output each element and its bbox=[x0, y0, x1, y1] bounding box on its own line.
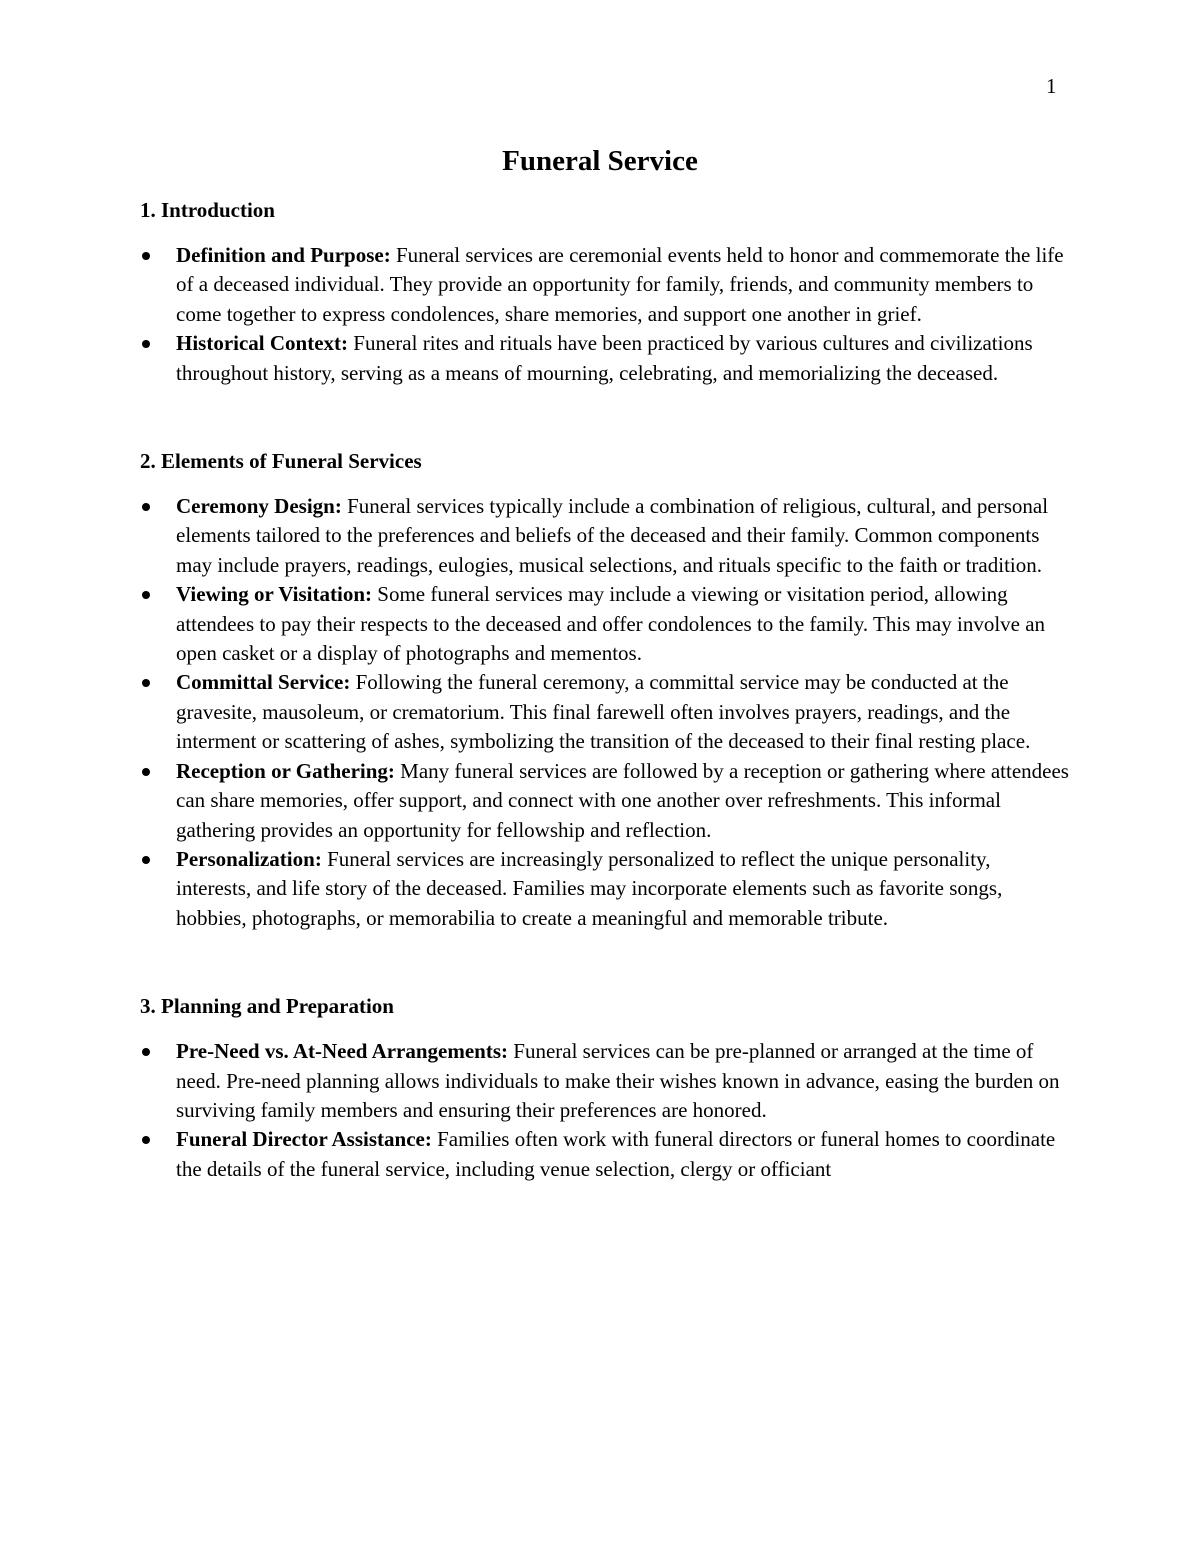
bullet-icon bbox=[142, 340, 150, 348]
section-spacer bbox=[140, 388, 1070, 447]
bullet-icon bbox=[142, 679, 150, 687]
bullet-icon bbox=[142, 856, 150, 864]
bullet-icon bbox=[142, 1048, 150, 1056]
bullet-icon bbox=[142, 1136, 150, 1144]
list-item bbox=[140, 241, 1070, 329]
section-spacer bbox=[140, 933, 1070, 992]
item-text: Families often work with funeral directors or funeral homes to coordinate the details of the funeral service, including venue selection, clergy or officiant bbox=[176, 1127, 1056, 1181]
item-text: Many funeral services are followed by a reception or gathering where attendees can share memories, offer support, and connect with one another over refreshments. This informal gathering provides an opportunity for fellowship and reflection. bbox=[176, 758, 1069, 842]
section-planning bbox=[140, 992, 1070, 1184]
item-term: Historical Context: bbox=[176, 331, 349, 356]
item-term: Committal Service: bbox=[176, 670, 351, 695]
bullet-icon bbox=[142, 252, 150, 260]
list-item bbox=[140, 845, 1070, 933]
item-term: Viewing or Visitation: bbox=[176, 582, 373, 607]
section-elements bbox=[140, 447, 1070, 933]
document-title: Funeral Service bbox=[502, 145, 698, 177]
document-body bbox=[140, 196, 1070, 1184]
bullet-icon bbox=[142, 591, 150, 599]
item-text: Following the funeral ceremony, a committal service may be conducted at the gravesite, mausoleum, or crematorium. This final farewell often involves prayers, readings, and the interment or scattering of ashes, symbolizing the transition of the deceased to their final resting place. bbox=[176, 670, 1031, 754]
list-item bbox=[140, 668, 1070, 756]
item-text: Some funeral services may include a viewing or visitation period, allowing attendees to pay their respects to the deceased and offer condolences to the family. This may involve an open casket or a display of photographs and mementos. bbox=[176, 582, 1046, 666]
item-term: Funeral Director Assistance: bbox=[176, 1127, 432, 1152]
list-item bbox=[140, 1037, 1070, 1125]
item-term: Ceremony Design: bbox=[176, 494, 342, 519]
list-item bbox=[140, 492, 1070, 580]
section-heading: 1. Introduction bbox=[140, 198, 275, 222]
item-term: Pre-Need vs. At-Need Arrangements: bbox=[176, 1039, 509, 1064]
item-text: Funeral services typically include a combination of religious, cultural, and personal elements tailored to the preferences and beliefs of the deceased and their family. Common components may include prayers, readings, eulogies, musical selections, and rituals specific to the faith or tradition. bbox=[176, 494, 1049, 577]
bullet-icon bbox=[142, 503, 150, 511]
item-text: Funeral services are increasingly personalized to reflect the unique personality, interests, and life story of the deceased. Families may incorporate elements such as favorite songs, hobbies, photographs, or memorabilia to create a meaningful and memorable tribute. bbox=[176, 846, 1003, 930]
item-term: Definition and Purpose: bbox=[176, 243, 391, 267]
section-introduction bbox=[140, 196, 1070, 388]
item-term: Personalization: bbox=[176, 846, 322, 871]
list-item bbox=[140, 580, 1070, 668]
section-heading: 3. Planning and Preparation bbox=[140, 994, 394, 1019]
bullet-icon bbox=[142, 768, 150, 776]
section-heading: 2. Elements of Funeral Services bbox=[140, 449, 422, 474]
bullet-list bbox=[140, 1037, 1070, 1184]
page-number: 1 bbox=[1046, 74, 1057, 98]
list-item bbox=[140, 1125, 1070, 1184]
list-item bbox=[140, 757, 1070, 845]
item-text: Funeral rites and rituals have been practiced by various cultures and civilizations throughout history, serving as a means of mourning, celebrating, and memorializing the deceased. bbox=[176, 331, 1033, 385]
item-term: Reception or Gathering: bbox=[176, 758, 395, 783]
item-text: Funeral services are ceremonial events held to honor and commemorate the life of a deceased individual. They provide an opportunity for family, friends, and community members to come together to express condolences, share memories, and support one another in grief. bbox=[176, 243, 1064, 326]
list-item bbox=[140, 329, 1070, 388]
item-text: Funeral services can be pre-planned or arranged at the time of need. Pre-need planning allows individuals to make their wishes known in advance, easing the burden on surviving family members and ensuring their preferences are honored. bbox=[176, 1039, 1060, 1122]
bullet-list bbox=[140, 241, 1070, 388]
bullet-list bbox=[140, 492, 1070, 933]
